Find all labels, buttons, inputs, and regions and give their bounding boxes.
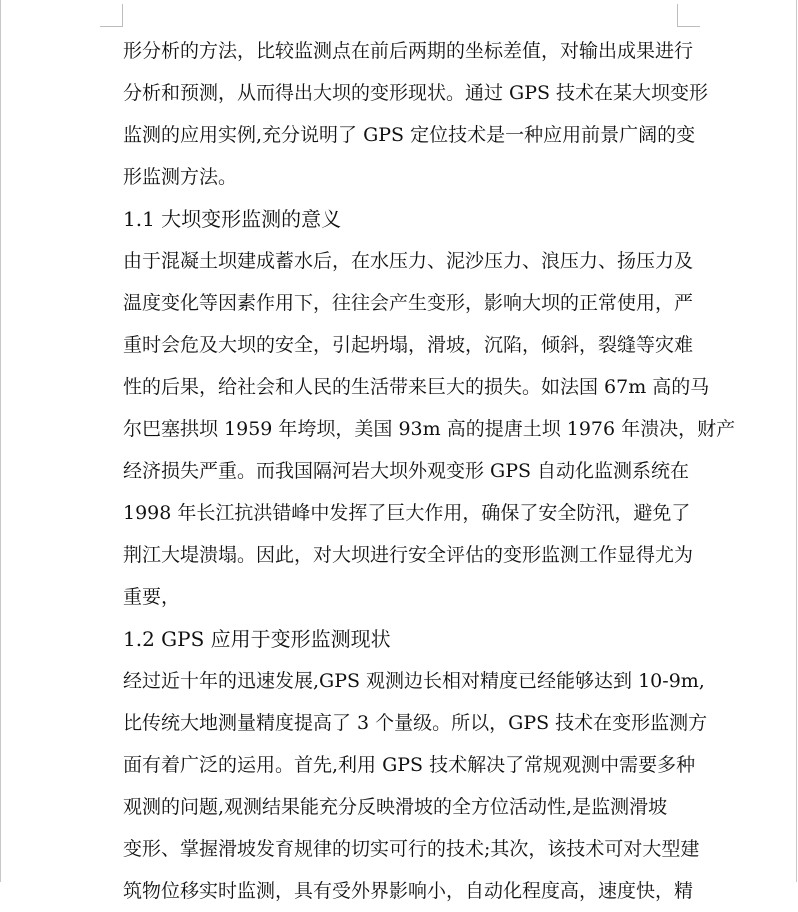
paragraph-line: 性的后果，给社会和人民的生活带来巨大的损失。如法国 67m 高的马: [123, 376, 710, 398]
paragraph-line: 分析和预测，从而得出大坝的变形现状。通过 GPS 技术在某大坝变形: [123, 82, 709, 104]
section-heading: 1.2 GPS 应用于变形监测现状: [123, 627, 391, 651]
paragraph: [123, 30, 709, 198]
paragraph-line: 经过近十年的迅速发展,GPS 观测边长相对精度已经能够达到 10-9m,: [123, 670, 705, 692]
paragraph-line: 重时会危及大坝的安全，引起坍塌，滑坡，沉陷，倾斜，裂缝等灾难: [123, 334, 694, 356]
paragraph-line: 比传统大地测量精度提高了 3 个量级。所以，GPS 技术在变形监测方: [123, 712, 708, 734]
page-corner-mark-top-left: [100, 4, 123, 27]
paragraph-line: 筑物位移实时监测，具有受外界影响小，自动化程度高，速度快，精: [123, 880, 694, 902]
paragraph: [123, 240, 736, 618]
paragraph-line: 经济损失严重。而我国隔河岩大坝外观变形 GPS 自动化监测系统在: [123, 460, 690, 482]
paragraph-line: 荆江大堤溃塌。因此，对大坝进行安全评估的变形监测工作显得尤为: [123, 544, 694, 566]
paragraph-line: 监测的应用实例,充分说明了 GPS 定位技术是一种应用前景广阔的变: [123, 124, 696, 146]
paragraph: [123, 660, 708, 912]
paragraph-line: 形分析的方法，比较监测点在前后两期的坐标差值，对输出成果进行: [123, 40, 694, 62]
paragraph-line: 形监测方法。: [123, 166, 238, 188]
section-heading: 1.1 大坝变形监测的意义: [123, 207, 342, 231]
document-body: [123, 30, 736, 912]
paragraph-line: 尔巴塞拱坝 1959 年垮坝，美国 93m 高的提唐土坝 1976 年溃决，财产: [123, 418, 736, 440]
paragraph-line: 由于混凝土坝建成蓄水后，在水压力、泥沙压力、浪压力、扬压力及: [123, 250, 694, 272]
paragraph-line: 温度变化等因素作用下，往往会产生变形，影响大坝的正常使用，严: [123, 292, 694, 314]
paragraph-line: 1998 年长江抗洪错峰中发挥了巨大作用，确保了安全防汛，避免了: [123, 502, 691, 524]
paragraph-line: 重要，: [123, 586, 181, 608]
paragraph-line: 观测的问题,观测结果能充分反映滑坡的全方位活动性,是监测滑坡: [123, 796, 668, 818]
paragraph-line: 面有着广泛的运用。首先,利用 GPS 技术解决了常规观测中需要多种: [123, 754, 696, 776]
page-corner-mark-top-right: [677, 4, 700, 27]
paragraph-line: 变形、掌握滑坡发育规律的切实可行的技术;其次，该技术可对大型建: [123, 838, 700, 860]
